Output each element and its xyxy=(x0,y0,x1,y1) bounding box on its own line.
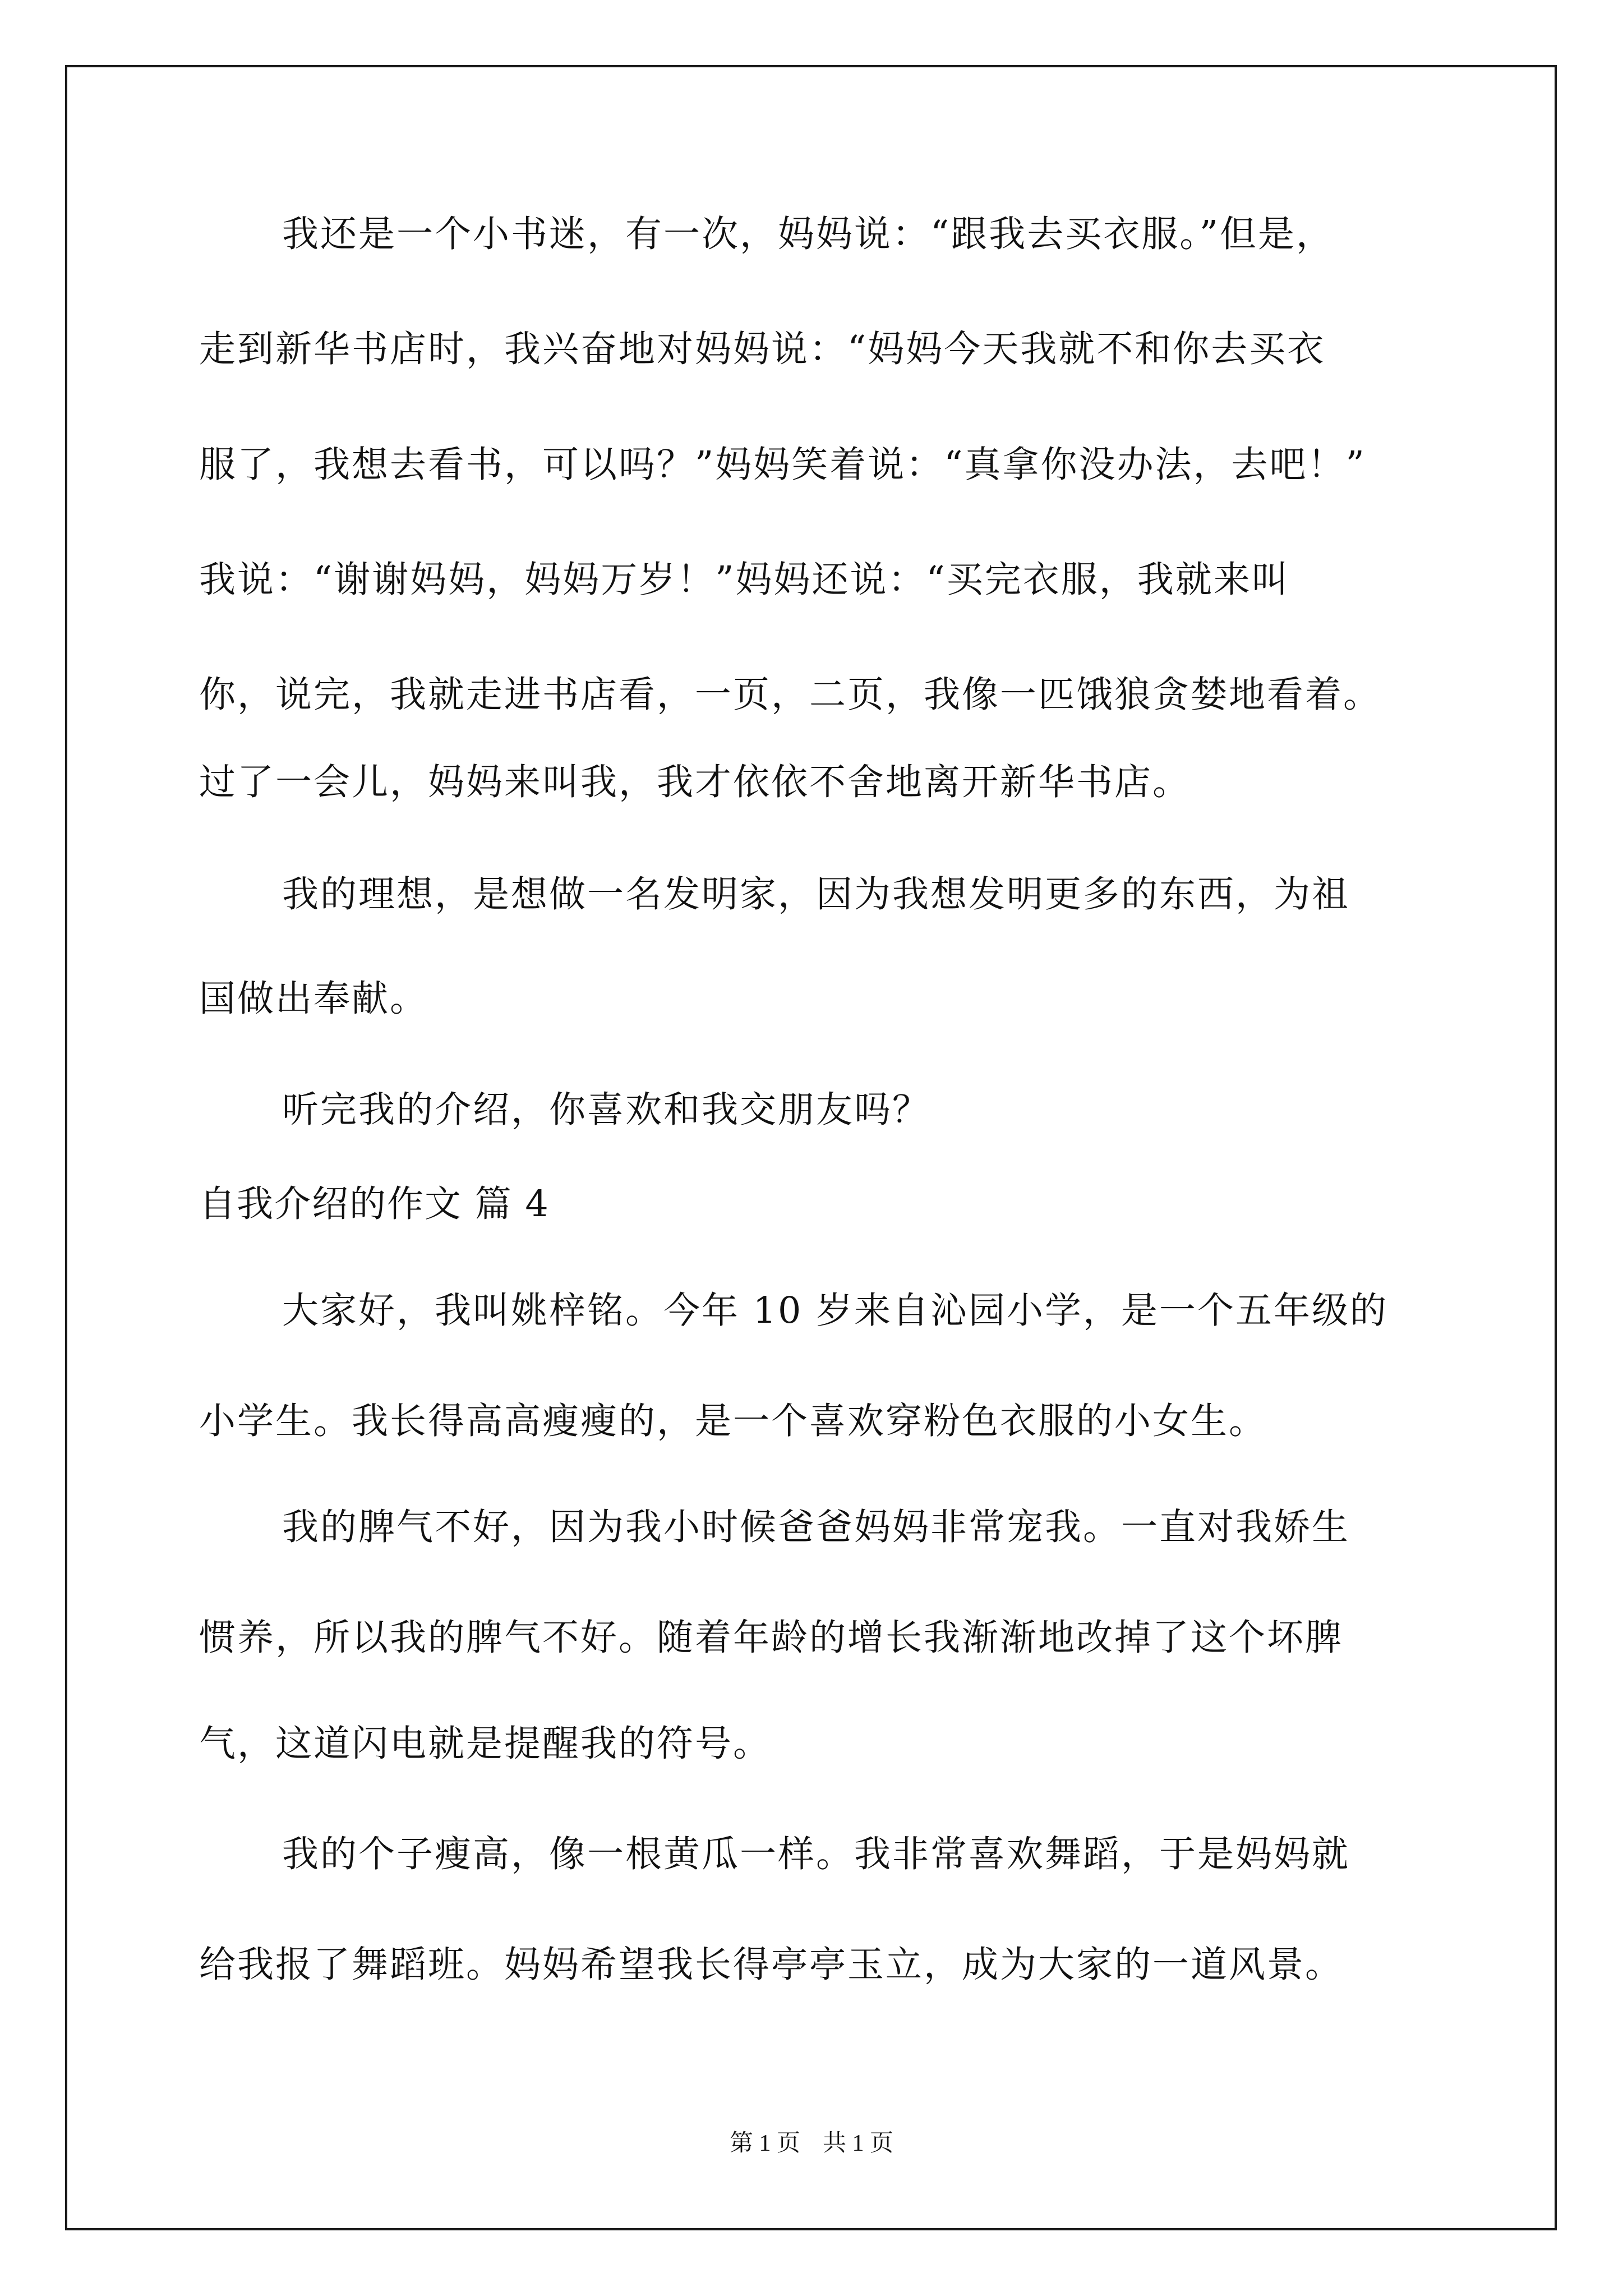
section-heading: 自我介绍的作文 篇 4 xyxy=(199,1183,550,1225)
paragraph-line: 国做出奉献。 xyxy=(199,978,428,1020)
paragraph-line: 给我报了舞蹈班。妈妈希望我长得亭亭玉立，成为大家的一道风景。 xyxy=(199,1944,1344,1986)
paragraph-line: 我的理想，是想做一名发明家，因为我想发明更多的东西，为祖 xyxy=(282,873,1350,915)
paragraph-line: 惯养，所以我的脾气不好。随着年龄的增长我渐渐地改掉了这个坏脾 xyxy=(199,1617,1344,1659)
paragraph-line: 气，这道闪电就是提醒我的符号。 xyxy=(199,1723,772,1765)
paragraph-line: 过了一会儿，妈妈来叫我，我才依依不舍地离开新华书店。 xyxy=(199,761,1191,803)
page-total: 共 1 页 xyxy=(823,2131,894,2156)
paragraph-line: 听完我的介绍，你喜欢和我交朋友吗？ xyxy=(282,1089,931,1131)
paragraph-line: 服了，我想去看书，可以吗？”妈妈笑着说：“真拿你没办法，去吧！” xyxy=(199,444,1366,486)
paragraph-line: 你，说完，我就走进书店看，一页，二页，我像一匹饿狼贪婪地看着。 xyxy=(199,674,1382,716)
page-number: 第 1 页 xyxy=(729,2131,800,2156)
paragraph-line: 走到新华书店时，我兴奋地对妈妈说：“妈妈今天我就不和你去买衣 xyxy=(199,328,1326,370)
paragraph-line: 小学生。我长得高高瘦瘦的，是一个喜欢穿粉色衣服的小女生。 xyxy=(199,1400,1267,1442)
page-footer xyxy=(0,2129,1623,2157)
paragraph-line: 我的脾气不好，因为我小时候爸爸妈妈非常宠我。一直对我娇生 xyxy=(282,1506,1350,1548)
paragraph-line: 我的个子瘦高，像一根黄瓜一样。我非常喜欢舞蹈，于是妈妈就 xyxy=(282,1833,1350,1875)
paragraph-line: 大家好，我叫姚梓铭。今年 10 岁来自沁园小学，是一个五年级的 xyxy=(282,1290,1389,1332)
page-border xyxy=(65,65,1557,2230)
paragraph-line: 我说：“谢谢妈妈，妈妈万岁！”妈妈还说：“买完衣服，我就来叫 xyxy=(199,559,1290,601)
paragraph-line: 我还是一个小书迷，有一次，妈妈说：“跟我去买衣服。”但是， xyxy=(282,213,1334,255)
